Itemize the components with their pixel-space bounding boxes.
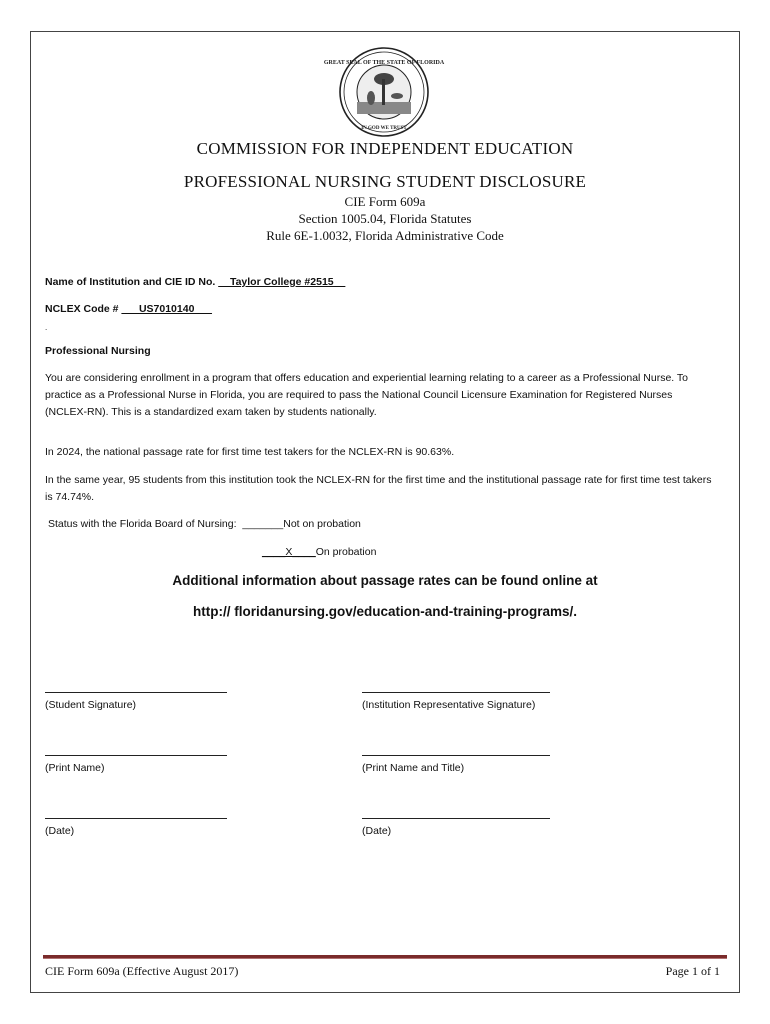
intro-paragraph: You are considering enrollment in a program that offers education and experiential learning relating to a career as a Professional Nurse. To practice as a Professional Nurse in Florida, you are required to pass the National Council Licensure Examination for Registered Nurses (NCLEX-RN). This is a standardized exam taken by students nationally. bbox=[45, 372, 689, 418]
status-label: Status with the Florida Board of Nursing: bbox=[48, 518, 237, 530]
seal-top-text: GREAT SEAL OF THE STATE OF FLORIDA bbox=[323, 60, 445, 66]
florida-seal-icon bbox=[323, 46, 445, 138]
status-option-1-mark: _______ bbox=[242, 518, 284, 530]
print-name-block[interactable] bbox=[45, 755, 227, 774]
footer-rule bbox=[43, 955, 727, 959]
probation-option-2 bbox=[262, 544, 376, 561]
print-name-label: (Print Name) bbox=[45, 762, 105, 774]
institution-signature-block[interactable] bbox=[362, 692, 550, 711]
nclex-value: ___US7010140___ bbox=[121, 303, 212, 315]
date-right-block[interactable] bbox=[362, 818, 550, 837]
probation-status-line bbox=[48, 516, 361, 533]
nclex-line bbox=[45, 301, 212, 318]
additional-info-link[interactable]: http:// floridanursing.gov/education-and-training-programs/. bbox=[193, 604, 577, 619]
student-signature-block[interactable] bbox=[45, 692, 227, 711]
institution-rate-paragraph: In the same year, 95 students from this institution took the NCLEX-RN for the first time and the institutional passage rate for first time test takers is 74.74%. bbox=[45, 474, 712, 503]
date-left-label: (Date) bbox=[45, 825, 75, 837]
institution-label: Name of Institution and CIE ID No. bbox=[45, 276, 216, 288]
national-rate-paragraph: In 2024, the national passage rate for first time test takers for the NCLEX-RN is 90.63%. bbox=[45, 446, 455, 458]
institution-signature-label: (Institution Representative Signature) bbox=[362, 699, 536, 711]
institution-line bbox=[45, 274, 345, 291]
additional-info-line1: Additional information about passage rates can be found online at bbox=[172, 573, 598, 588]
print-name-title-label: (Print Name and Title) bbox=[362, 762, 465, 774]
stray-mark: . bbox=[45, 323, 48, 332]
statute-section: Section 1005.04, Florida Statutes bbox=[298, 211, 472, 226]
print-name-title-block[interactable] bbox=[362, 755, 550, 774]
footer-page-number: Page 1 of 1 bbox=[665, 964, 720, 978]
disclosure-title: PROFESSIONAL NURSING STUDENT DISCLOSURE bbox=[183, 172, 587, 191]
seal-bottom-text: IN GOD WE TRUST bbox=[361, 126, 407, 131]
footer-form-info: CIE Form 609a (Effective August 2017) bbox=[45, 964, 239, 978]
status-option-1-text: Not on probation bbox=[283, 518, 361, 530]
date-left-block[interactable] bbox=[45, 818, 227, 837]
section-title: Professional Nursing bbox=[45, 345, 151, 357]
student-signature-label: (Student Signature) bbox=[45, 699, 137, 711]
admin-rule: Rule 6E-1.0032, Florida Administrative Code bbox=[266, 228, 504, 243]
institution-value: __Taylor College #2515__ bbox=[218, 276, 346, 288]
status-option-2-text: On probation bbox=[315, 546, 377, 558]
nclex-label: NCLEX Code # bbox=[45, 303, 119, 315]
status-option-2-mark: ____X____ bbox=[262, 546, 316, 558]
date-right-label: (Date) bbox=[362, 825, 392, 837]
form-number: CIE Form 609a bbox=[344, 194, 426, 209]
commission-title: COMMISSION FOR INDEPENDENT EDUCATION bbox=[196, 139, 574, 158]
